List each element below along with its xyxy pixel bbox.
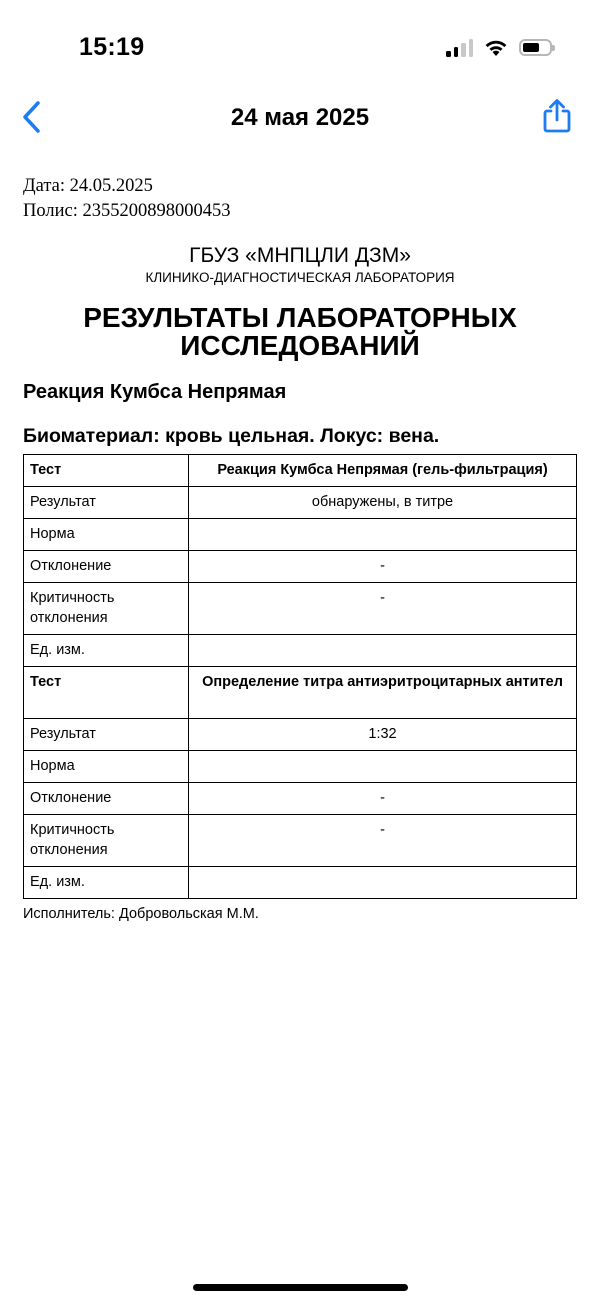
share-icon[interactable]	[540, 98, 574, 134]
test-label: Тест	[24, 667, 189, 719]
criticality-label: Критичность отклонения	[24, 815, 189, 867]
table-row	[24, 635, 577, 667]
status-time: 15:19	[79, 33, 145, 61]
table-row	[24, 583, 577, 635]
battery-icon	[519, 39, 552, 56]
deviation-label: Отклонение	[24, 783, 189, 815]
nav-title: 24 мая 2025	[230, 104, 370, 131]
analysis-name: Реакция Кумбса Непрямая	[23, 381, 287, 403]
table-row	[24, 751, 577, 783]
unit-label: Ед. изм.	[24, 635, 189, 667]
document-title-line-2: ИССЛЕДОВАНИЙ	[180, 330, 420, 361]
result-value: обнаружены, в титре	[189, 487, 577, 519]
document-meta	[23, 174, 230, 224]
result-label: Результат	[24, 719, 189, 751]
unit-label: Ед. изм.	[24, 867, 189, 899]
status-icons	[446, 37, 552, 57]
policy-line: Полис: 2355200898000453	[23, 201, 231, 221]
table-row	[24, 867, 577, 899]
table-row	[24, 815, 577, 867]
norm-label: Норма	[24, 519, 189, 551]
unit-value	[189, 635, 577, 667]
table-row	[24, 487, 577, 519]
unit-value	[189, 867, 577, 899]
criticality-label: Критичность отклонения	[24, 583, 189, 635]
document-title-line-1: РЕЗУЛЬТАТЫ ЛАБОРАТОРНЫХ	[83, 302, 517, 333]
biomaterial-line: Биоматериал: кровь цельная. Локус: вена.	[23, 425, 440, 447]
deviation-value: -	[189, 783, 577, 815]
date-line: Дата: 24.05.2025	[23, 176, 153, 196]
norm-value	[189, 519, 577, 551]
test-name: Реакция Кумбса Непрямая (гель-фильтрация)	[189, 455, 577, 487]
cellular-signal-icon	[446, 37, 473, 57]
test-label: Тест	[24, 455, 189, 487]
wifi-icon	[483, 38, 509, 57]
table-row	[24, 551, 577, 583]
table-row	[24, 667, 577, 719]
table-row	[24, 519, 577, 551]
result-label: Результат	[24, 487, 189, 519]
laboratory-name: КЛИНИКО-ДИАГНОСТИЧЕСКАЯ ЛАБОРАТОРИЯ	[145, 270, 455, 285]
deviation-label: Отклонение	[24, 551, 189, 583]
institution-name: ГБУЗ «МНПЦЛИ ДЗМ»	[189, 244, 411, 267]
norm-label: Норма	[24, 751, 189, 783]
document-title	[0, 304, 600, 360]
table-row	[24, 455, 577, 487]
executor-line: Исполнитель: Добровольская М.М.	[23, 906, 259, 922]
test-name: Определение титра антиэритроцитарных антител	[189, 667, 577, 719]
result-value: 1:32	[189, 719, 577, 751]
table-row	[24, 783, 577, 815]
norm-value	[189, 751, 577, 783]
table-row	[24, 719, 577, 751]
criticality-value: -	[189, 583, 577, 635]
deviation-value: -	[189, 551, 577, 583]
home-indicator[interactable]	[193, 1284, 408, 1291]
results-table	[23, 454, 577, 899]
criticality-value: -	[189, 815, 577, 867]
